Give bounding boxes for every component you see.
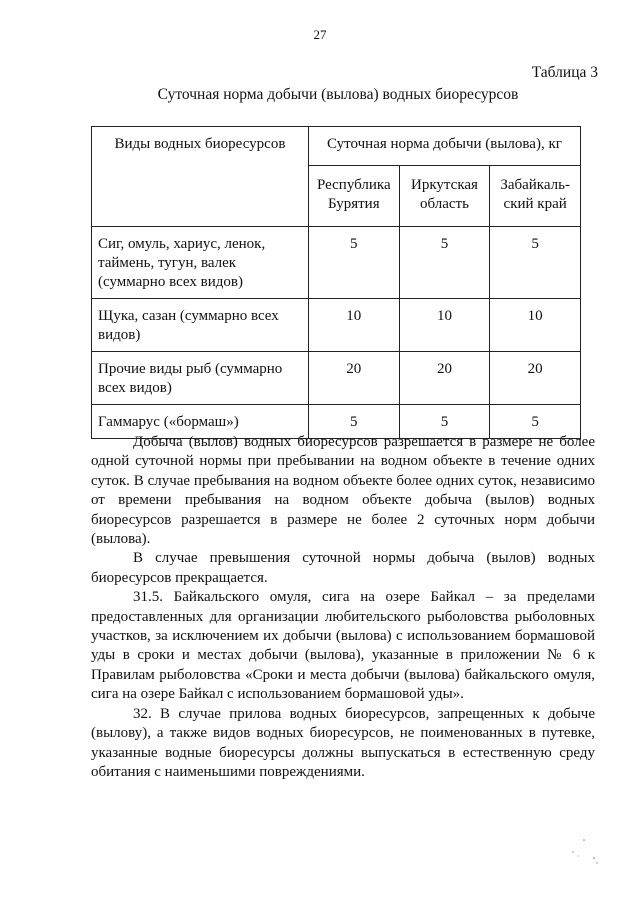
norm-cell: 10	[490, 299, 581, 352]
header-species: Виды водных биоресурсов	[92, 127, 309, 227]
table-row	[92, 299, 581, 352]
paragraph: 31.5. Байкальского омуля, сига на озере Байкал – за пределами предоставленных для организации любительского рыболовства рыболовных участков, за исключением их добычи (вылова) с использованием бормашовой уды в сроки и местах добычи (вылова), указанные в приложении № 6 к Правилам рыболовства «Сроки и места добычи (вылова) байкальского омуля, сига на озере Байкал с использованием бормашовой уды».	[91, 589, 595, 703]
header-region: Республика Бурятия	[308, 166, 399, 227]
norm-cell: 10	[399, 299, 490, 352]
body-text	[91, 433, 595, 782]
species-cell: Сиг, омуль, хариус, ленок, таймень, тугун, валек (суммарно всех видов)	[92, 227, 309, 299]
norm-cell: 5	[399, 405, 490, 439]
daily-norm-table	[91, 126, 581, 439]
norm-cell: 20	[399, 352, 490, 405]
species-cell: Прочие виды рыб (суммарно всех видов)	[92, 352, 309, 405]
paragraph: Добыча (вылов) водных биоресурсов разрешается в размере не более одной суточной нормы при пребывании на водном объекте в течение одних суток. В случае пребывания на водном объекте более одних суток, независимо от времени пребывания на водном объекте добыча (вылов) водных биоресурсов разрешается в размере не более 2 суточных норм добычи (вылова).	[91, 434, 595, 548]
scan-artifact-marks	[564, 838, 604, 878]
header-region: Иркутская область	[399, 166, 490, 227]
page-number: 27	[313, 27, 327, 42]
species-cell: Щука, сазан (суммарно всех видов)	[92, 299, 309, 352]
table-title: Суточная норма добычи (вылова) водных биоресурсов	[157, 86, 519, 103]
norm-cell: 5	[399, 227, 490, 299]
table-row	[92, 352, 581, 405]
header-daily-norm: Суточная норма добычи (вылова), кг	[308, 127, 580, 166]
norm-cell: 20	[490, 352, 581, 405]
norm-cell: 5	[490, 227, 581, 299]
norm-cell: 20	[308, 352, 399, 405]
norm-cell: 5	[490, 405, 581, 439]
header-region: Забайкаль- ский край	[490, 166, 581, 227]
species-cell: Гаммарус («бормаш»)	[92, 405, 309, 439]
paragraph: В случае превышения суточной нормы добыча (вылов) водных биоресурсов прекращается.	[91, 550, 595, 586]
table-row	[92, 227, 581, 299]
norm-cell: 10	[308, 299, 399, 352]
paragraph: 32. В случае прилова водных биоресурсов, запрещенных к добыче (вылову), а также видов водных биоресурсов, не поименованных в путевке, указанные водные биоресурсы должны выпускаться в естественную среду обитания с наименьшими повреждениями.	[91, 705, 595, 780]
table-label: Таблица 3	[531, 64, 598, 81]
norm-cell: 5	[308, 227, 399, 299]
norm-cell: 5	[308, 405, 399, 439]
